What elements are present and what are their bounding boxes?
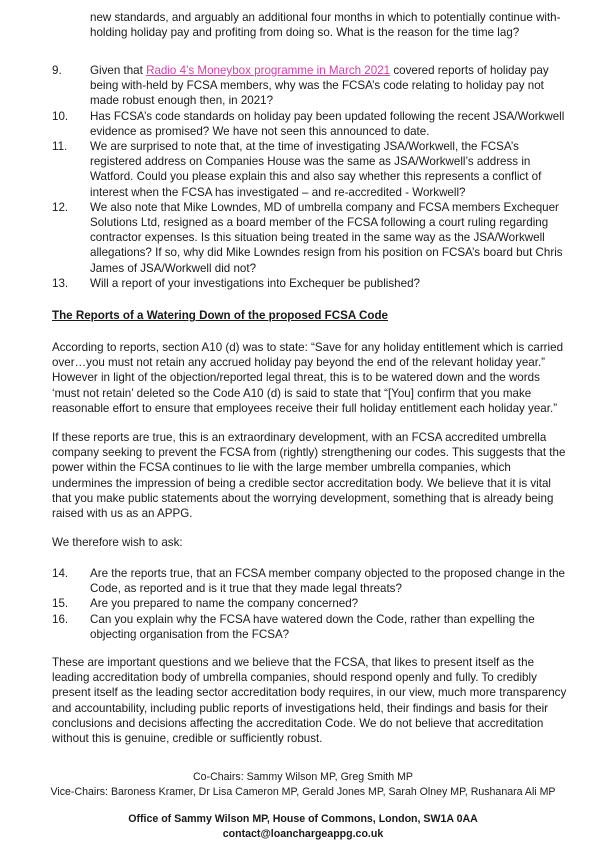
item-number: 10.	[52, 109, 69, 123]
item-number: 11.	[52, 140, 68, 154]
paragraph-reports: According to reports, section A10 (d) was to state: “Save for any holiday entitlement which is carried over…you must not retain any accrued holiday pay beyond the end of the relevant holiday year.” However in light of the objection/reported legal threat, this is to be watered down and the words ‘must not retain’ deleted so the Code A10 (d) is said to state that “[You] confirm that you make reasonable effort to ensure that employees receive their full holiday entitlement each holiday year.”	[52, 341, 564, 415]
item-text: Will a report of your investigations into Exchequer be published?	[90, 276, 420, 290]
item-text: We are surprised to note that, at the time of investigating JSA/Workwell, the FCSA’s registered address on Companies House was the same as JSA/Workwell’s address in Watford. Could you please explain this and also say whether this represents a conflict of interest when the FCSA has investigated – and re-accredited - Workwell?	[90, 140, 542, 199]
paragraph-implications: If these reports are true, this is an extraordinary development, with an FCSA accredited umbrella company seeking to prevent the FCSA from (rightly) strengthening our codes. This suggests that the power within the FCSA continues to lie with the large member umbrella companies, which undermines the impression of being a credible sector accreditation body. We believe that it is vital that you make public statements about the worrying development, something that is already being raised with us as an APPG.	[52, 431, 566, 521]
item-text: Has FCSA’s code standards on holiday pay been updated following the recent JSA/Workwell evidence as promised? We have not seen this announced to date.	[90, 109, 565, 138]
contact-email[interactable]: contact@loanchargeappg.co.uk	[222, 828, 384, 840]
list-item	[52, 63, 568, 109]
list-item	[52, 200, 568, 276]
list-item	[52, 276, 568, 291]
office-address: Office of Sammy Wilson MP, House of Commons, London, SW1A 0AA	[128, 813, 478, 825]
item-text-post: covered reports of holiday pay being with-held by FCSA members, why was the FCSA’s code relating to holiday pay not made robust enough then, in 2021?	[90, 64, 549, 108]
question-list-b	[52, 566, 568, 642]
item-text: We also note that Mike Lowndes, MD of umbrella company and FCSA members Exchequer Solutions Ltd, resigned as a board member of the FCSA following a court ruling regarding contractor expenses. Is this situation being treated in the same way as the JSA/Workwell allegations? If so, why did Mike Lowndes resign from his position on FCSA’s board but Chris James of JSA/Workwell did not?	[90, 200, 563, 275]
vice-chairs-line: Vice-Chairs: Baroness Kramer, Dr Lisa Cameron MP, Gerald Jones MP, Sarah Olney MP, Rushanara Ali MP	[50, 786, 556, 798]
list-item	[52, 596, 568, 611]
item-text-pre: Given that	[90, 64, 147, 77]
item-number: 16.	[52, 612, 69, 626]
list-item	[52, 109, 568, 139]
question-list-a	[52, 63, 568, 291]
item-number: 14.	[52, 567, 69, 580]
continuation-paragraph: new standards, and arguably an additional four months in which to potentially continue with-holding holiday pay and profiting from doing so. What is the reason for the time lag?	[90, 11, 561, 40]
item-text: Are the reports true, that an FCSA member company objected to the proposed change in the Code, as reported and is it true that they made legal threats?	[90, 567, 565, 596]
item-text	[90, 63, 568, 109]
list-item	[52, 566, 568, 596]
list-item	[52, 139, 568, 200]
item-number: 12.	[52, 200, 69, 214]
item-number: 9.	[52, 64, 62, 77]
paragraph-conclusion: These are important questions and we believe that the FCSA, that likes to present itself as the leading accreditation body of umbrella companies, should respond openly and fully. To credibly present itself as the leading sector accreditation body requires, in our view, much more transparency and accountability, including public reports of investigations held, their findings and basis for their conclusions and decisions affecting the accreditation Code. We do not believe that accreditation without this is genuine, credible or sufficiently robust.	[52, 656, 567, 746]
moneybox-link[interactable]: Radio 4’s Moneybox programme in March 2021	[146, 64, 391, 77]
item-number: 15.	[52, 597, 69, 611]
paragraph-ask-intro: We therefore wish to ask:	[52, 536, 183, 549]
section-heading: The Reports of a Watering Down of the proposed FCSA Code	[52, 309, 389, 322]
item-text: Are you prepared to name the company concerned?	[90, 597, 359, 611]
co-chairs-line: Co-Chairs: Sammy Wilson MP, Greg Smith MP	[193, 771, 413, 783]
item-text: Can you explain why the FCSA have watered down the Code, rather than expelling the objecting organisation from the FCSA?	[90, 612, 535, 641]
item-number: 13.	[52, 276, 69, 290]
list-item	[52, 612, 568, 642]
